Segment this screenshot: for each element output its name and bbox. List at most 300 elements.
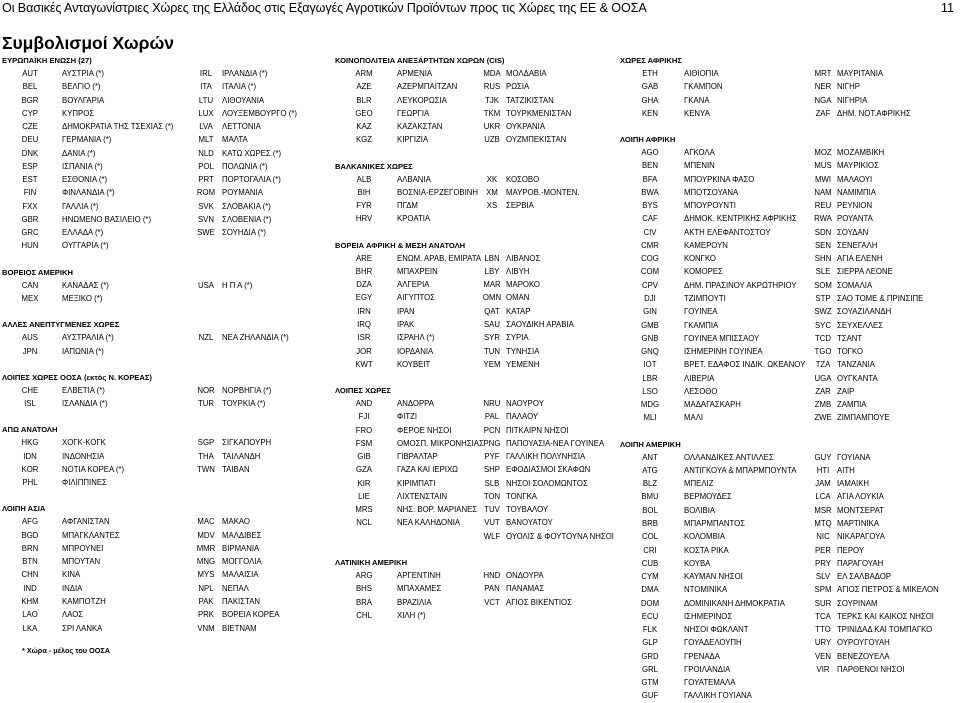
country-code: PYF <box>484 452 500 462</box>
country-entry <box>813 94 867 107</box>
country-code: CUB <box>641 558 659 568</box>
country-code: SGP <box>197 438 215 448</box>
country-code: DZA <box>356 280 372 290</box>
country-code: JOR <box>356 346 372 356</box>
country-entry <box>620 199 736 212</box>
country-code: MAC <box>197 517 215 527</box>
country-name: ΣΙΓΚΑΠΟΥΡΗ <box>222 438 272 448</box>
country-entry <box>194 173 281 186</box>
country-code: SPM <box>814 585 832 595</box>
country-name: ΒΟΡΕΙΑ ΚΟΡΕΑ <box>222 610 280 620</box>
country-name: ΥΕΜΕΝΗ <box>506 359 540 369</box>
country-code: HND <box>483 570 501 580</box>
country-code: IRN <box>357 306 371 316</box>
country-code: GIN <box>643 307 657 317</box>
country-code: VEN <box>814 651 832 661</box>
country-code: EST <box>22 175 38 185</box>
country-code: FRO <box>355 425 373 435</box>
country-code: CHE <box>21 385 39 395</box>
country-name: ΙΤΑΛΙΑ (*) <box>222 82 257 92</box>
country-name: ΜΠΑΧΡΕΙΝ <box>397 266 438 276</box>
country-name: ΒΙΡΜΑΝΙΑ <box>222 543 260 553</box>
country-name: ΦΕΡΟΕ ΝΗΣΟΙ <box>397 425 452 435</box>
country-entry <box>194 450 260 463</box>
country-entry <box>620 411 703 424</box>
country-name: ΤΟΥΡΚΙΑ (*) <box>222 399 266 409</box>
country-row <box>620 279 958 292</box>
country-row <box>335 450 625 463</box>
country-name: ΔΗΜΟΚ. ΚΕΝΤΡΙΚΗΣ ΑΦΡΙΚΗΣ <box>684 214 797 224</box>
country-entry <box>620 451 774 464</box>
section-spacer <box>620 425 958 439</box>
country-name: ΛΕΣΟΘΟ <box>684 386 718 396</box>
country-code: TUN <box>483 346 501 356</box>
country-row <box>335 133 625 146</box>
country-name: ΤΕΡΚΣ ΚΑΙ ΚΑΙΚΟΣ ΝΗΣΟΙ <box>837 611 934 621</box>
country-row <box>620 385 958 398</box>
country-code: GZA <box>355 465 373 475</box>
country-row <box>620 597 958 610</box>
country-row <box>2 147 312 160</box>
country-row <box>2 515 312 528</box>
page-header <box>2 1 958 17</box>
region-section <box>2 503 312 634</box>
country-entry <box>335 609 426 622</box>
section-spacer <box>335 226 625 240</box>
country-code: CMR <box>641 240 659 250</box>
country-code: RWA <box>814 214 832 224</box>
country-code: GEO <box>355 108 373 118</box>
country-row <box>620 107 958 120</box>
country-entry <box>194 186 263 199</box>
country-code: ISR <box>357 333 371 343</box>
country-code: XS <box>486 201 498 211</box>
country-code: AUT <box>22 69 38 78</box>
country-entry <box>335 582 441 595</box>
country-name: ΜΑΡΤΙΝΙΚΑ <box>837 518 880 528</box>
country-name: ΟΥΓΚΑΝΤΑ <box>837 373 878 383</box>
country-entry <box>620 252 716 265</box>
country-code: COM <box>640 267 660 277</box>
region-title: ΚΟΙΝΟΠΟΛΙΤΕΙΑ ΑΝΕΞΑΡΤΗΤΩΝ ΧΩΡΩΝ (CIS) <box>335 56 505 65</box>
region-section <box>335 385 625 543</box>
country-entry <box>620 173 754 186</box>
country-code: YEM <box>483 359 501 369</box>
country-name: ΜΑΥΡΟΒ.-ΜΟΝΤΕΝ. <box>506 187 580 197</box>
country-name: ΙΣΗΜΕΡΙΝΟΣ <box>684 611 733 621</box>
country-entry <box>813 146 884 159</box>
country-code: MNG <box>196 557 216 567</box>
country-code: TCD <box>814 333 832 343</box>
country-entry <box>2 529 120 542</box>
country-name: ΚΟΝΓΚΟ <box>684 254 716 264</box>
country-entry <box>482 80 529 93</box>
country-name: ΓΑΛΛΙΚΗ ΠΟΛΥΝΗΣΙΑ <box>506 452 586 462</box>
country-row <box>2 555 312 568</box>
country-entry <box>194 608 279 621</box>
country-code: TJK <box>485 95 499 105</box>
country-entry <box>620 226 771 239</box>
country-row <box>620 517 958 530</box>
country-name: ΦΙΤΖΙ <box>397 412 418 422</box>
country-entry <box>335 318 414 331</box>
country-entry <box>620 279 797 292</box>
country-name: ΚΥΠΡΟΣ <box>62 108 95 118</box>
country-name: ΔΑΝΙΑ (*) <box>62 148 96 158</box>
country-row <box>2 608 312 621</box>
country-entry <box>194 331 289 344</box>
country-row <box>620 319 958 332</box>
country-code: BEL <box>22 82 38 92</box>
country-code: BIH <box>357 187 371 197</box>
country-code: GRL <box>641 664 659 674</box>
country-code: NAM <box>814 187 832 197</box>
country-name: ΒΟΣΝΙΑ-ΕΡΖΕΓΟΒΙΝΗ <box>397 187 479 197</box>
country-entry <box>2 450 104 463</box>
country-code: HTI <box>816 465 830 475</box>
country-name: ΑΓΙΑ ΛΟΥΚΙΑ <box>837 492 884 502</box>
country-row <box>335 530 625 543</box>
country-row <box>620 557 958 570</box>
country-entry <box>335 291 435 304</box>
country-entry <box>482 463 590 476</box>
country-name: ΧΙΛΗ (*) <box>397 610 426 620</box>
country-name: ΚΙΝΑ <box>62 570 81 580</box>
country-code: COG <box>641 254 659 264</box>
country-code: KGZ <box>355 135 373 145</box>
country-entry <box>620 689 752 702</box>
country-name: ΤΑΝΖΑΝΙΑ <box>837 360 875 370</box>
country-code: GIB <box>357 452 371 462</box>
country-code: HUN <box>21 241 39 251</box>
country-code: SVK <box>198 201 214 211</box>
country-name: ΙΣΡΑΗΛ (*) <box>397 333 435 343</box>
country-code: BOL <box>642 505 658 515</box>
country-entry <box>482 345 539 358</box>
country-name: ΣΟΥΔΑΝ <box>837 227 869 237</box>
country-row <box>620 398 958 411</box>
country-code: COL <box>641 532 659 542</box>
country-name: ΣΑΟΥΔΙΚΗ ΑΡΑΒΙΑ <box>506 319 574 329</box>
country-entry <box>335 397 434 410</box>
country-row <box>2 107 312 120</box>
country-entry <box>194 200 271 213</box>
country-row <box>620 292 958 305</box>
country-code: PRY <box>815 558 831 568</box>
country-name: ΜΟΝΤΣΕΡΑΤ <box>837 505 884 515</box>
country-row <box>335 199 625 212</box>
country-code: BYS <box>642 201 658 211</box>
region-section <box>620 439 958 703</box>
country-name: ΚΟΥΒΑ <box>684 558 711 568</box>
country-name: ΝΗΣΟΙ ΣΟΛΟΜΩΝΤΟΣ <box>506 478 588 488</box>
country-entry <box>482 107 571 120</box>
country-code: TTO <box>815 625 831 635</box>
country-name: ΚΙΡΓΙΖΙΑ <box>397 135 429 145</box>
country-name: ΜΠΟΥΡΟΥΝΤΙ <box>684 201 736 211</box>
country-row <box>335 582 625 595</box>
region-title: ΛΟΙΠΕΣ ΧΩΡΕΣ <box>335 386 391 396</box>
country-entry <box>2 120 173 133</box>
country-row <box>620 544 958 557</box>
country-row <box>620 530 958 543</box>
country-code: CPV <box>641 280 659 290</box>
country-name: ΛΕΥΚΟΡΩΣΙΑ <box>397 95 447 105</box>
country-code: LBN <box>484 253 500 263</box>
country-row <box>335 397 625 410</box>
country-name: ΛΕΤΤΟΝΙΑ <box>222 122 261 132</box>
country-name: ΙΣΛΑΝΔΙΑ (*) <box>62 399 108 409</box>
country-entry <box>335 490 447 503</box>
country-row <box>2 384 312 397</box>
document-title: Οι Βασικές Ανταγωνίστριες Χώρες της Ελλάδος στις Εξαγωγές Αγροτικών Προϊόντων προς τις Χώρες της ΕΕ & ΟΟΣΑ <box>2 1 647 15</box>
country-code: BLR <box>356 95 372 105</box>
country-entry <box>335 569 441 582</box>
country-name: ΜΑΡΟΚΟ <box>506 280 540 290</box>
country-entry <box>620 80 723 93</box>
country-entry <box>813 345 863 358</box>
country-entry <box>813 186 876 199</box>
country-code: MOZ <box>814 148 832 158</box>
country-entry <box>813 623 932 636</box>
country-entry <box>813 464 855 477</box>
region-section <box>335 161 625 226</box>
country-entry <box>620 398 741 411</box>
country-entry <box>194 595 260 608</box>
country-code: GTM <box>641 678 659 688</box>
country-code: XM <box>486 187 498 197</box>
country-code: GMB <box>641 320 659 330</box>
country-name: ΤΟΥΡΚΜΕΝΙΣΤΑΝ <box>506 108 572 118</box>
country-code: SWE <box>197 228 215 238</box>
region-title: ΕΥΡΩΠΑΪΚΗ ΕΝΩΣΗ (27) <box>2 56 92 65</box>
country-name: ΑΥΣΤΡΙΑ (*) <box>62 69 104 78</box>
country-entry <box>482 596 572 609</box>
country-code: SDN <box>814 227 832 237</box>
country-name: ΚΑΝΑΔΑΣ (*) <box>62 280 109 290</box>
country-row <box>2 622 312 635</box>
country-name: ΜΑΛΤΑ <box>222 135 248 145</box>
country-name: ΚΡΟΑΤΙΑ <box>397 214 431 224</box>
country-name: ΣΙΕΡΡΑ ΛΕΟΝΕ <box>837 267 893 277</box>
country-row <box>2 239 312 252</box>
country-code: ARG <box>355 570 373 580</box>
region-section <box>620 134 958 425</box>
country-entry <box>482 569 544 582</box>
country-name: ΑΓΚΟΛΑ <box>684 148 715 158</box>
country-name: ΑΓΙΑ ΕΛΕΝΗ <box>837 254 883 264</box>
country-entry <box>335 596 432 609</box>
country-name: ΙΣΠΑΝΙΑ (*) <box>62 161 103 171</box>
country-entry <box>335 345 433 358</box>
country-name: ΣΥΡΙΑ <box>506 333 529 343</box>
country-name: ΝΟΤΙΑ ΚΟΡΕΑ (*) <box>62 464 125 474</box>
country-row <box>2 120 312 133</box>
footnote: * Χώρα - μέλος του ΟΟΣΑ <box>22 646 111 655</box>
country-row <box>335 278 625 291</box>
country-row <box>620 358 958 371</box>
country-row <box>2 173 312 186</box>
country-name: ΓΕΡΜΑΝΙΑ (*) <box>62 135 112 145</box>
country-name: Η Π Α (*) <box>222 280 253 290</box>
country-entry <box>482 503 548 516</box>
country-code: QAT <box>484 306 500 316</box>
country-entry <box>482 437 604 450</box>
country-name: ΑΓΙΟΣ ΒΙΚΕΝΤΙΟΣ <box>506 597 572 607</box>
country-code: TKM <box>483 108 501 118</box>
country-code: GUF <box>641 691 659 701</box>
section-spacer <box>2 305 312 319</box>
country-name: ΣΕΡΒΙΑ <box>506 201 534 211</box>
country-entry <box>194 213 271 226</box>
country-entry <box>813 173 872 186</box>
country-entry <box>2 107 94 120</box>
country-code: GUY <box>814 452 832 462</box>
region-title: ΛΟΙΠΗ ΑΜΕΡΙΚΗ <box>620 439 681 449</box>
country-entry <box>620 305 718 318</box>
country-name: ΒΟΛΙΒΙΑ <box>684 505 716 515</box>
country-name: ΜΑΥΡΙΚΙΟΣ <box>837 161 879 171</box>
country-name: ΓΚΑΜΠΙΑ <box>684 320 719 330</box>
country-code: MTQ <box>814 518 832 528</box>
country-code: KAZ <box>356 122 372 132</box>
country-row <box>620 345 958 358</box>
country-code: MUS <box>814 161 832 171</box>
country-row <box>335 609 625 622</box>
region-section <box>335 240 625 371</box>
country-code: KWT <box>355 359 373 369</box>
country-name: ΒΕΛΓΙΟ (*) <box>62 82 101 92</box>
country-code: IDN <box>23 451 37 461</box>
country-code: MDV <box>197 530 215 540</box>
country-code: GNB <box>641 333 659 343</box>
country-entry <box>482 424 568 437</box>
country-code: URY <box>814 638 832 648</box>
country-code: BGR <box>21 95 39 105</box>
country-code: PRK <box>197 610 215 620</box>
country-code: SUR <box>814 598 832 608</box>
country-entry <box>813 663 905 676</box>
country-code: GLP <box>642 638 658 648</box>
country-entry <box>620 636 742 649</box>
country-code: BTN <box>22 557 38 567</box>
country-name: ΝΟΡΒΗΓΙΑ (*) <box>222 385 272 395</box>
country-name: ΣΟΜΑΛΙΑ <box>837 280 873 290</box>
country-code: DNK <box>21 148 39 158</box>
country-row <box>2 529 312 542</box>
country-entry <box>194 147 281 160</box>
country-name: ΚΑΤΑΡ <box>506 306 531 316</box>
country-code: LCA <box>815 492 831 502</box>
country-name: ΑΚΤΗ ΕΛΕΦΑΝΤΟΣΤΟΥ <box>684 227 771 237</box>
country-code: SOM <box>814 280 832 290</box>
country-name: ΙΑΜΑΙΚΗ <box>837 479 870 489</box>
country-entry <box>482 252 540 265</box>
country-name: ΑΙΤΗ <box>837 465 855 475</box>
country-name: ΑΝΤΙΓΚΟΥΑ & ΜΠΑΡΜΠΟΥΝΤΑ <box>684 465 797 475</box>
country-name: ΖΑΜΠΙΑ <box>837 400 867 410</box>
country-code: AGO <box>641 148 659 158</box>
country-code: FXX <box>22 201 38 211</box>
country-row <box>2 94 312 107</box>
country-code: UZB <box>484 135 500 145</box>
country-row <box>2 450 312 463</box>
region-section <box>2 55 312 253</box>
country-row <box>620 623 958 636</box>
country-entry <box>194 529 262 542</box>
country-name: ΠΑΛΑΟΥ <box>506 412 539 422</box>
country-code: CAN <box>21 280 39 290</box>
country-row <box>335 120 625 133</box>
country-code: MDA <box>483 69 501 78</box>
country-row <box>2 463 312 476</box>
country-entry <box>482 318 574 331</box>
country-entry <box>813 490 884 503</box>
section-spacer <box>335 371 625 385</box>
country-entry <box>2 147 95 160</box>
country-row <box>335 463 625 476</box>
country-code: SYC <box>814 320 832 330</box>
country-entry <box>2 133 111 146</box>
country-name: ΣΟΥΑΖΙΛΑΝΔΗ <box>837 307 892 317</box>
country-name: ΚΑΜΕΡΟΥΝ <box>684 240 728 250</box>
region-title: ΑΛΛΕΣ ΑΝΕΠΤΥΓΜΕΝΕΣ ΧΩΡΕΣ <box>2 320 120 330</box>
country-row <box>620 663 958 676</box>
country-name: ΙΝΔΟΝΗΣΙΑ <box>62 451 105 461</box>
country-row <box>620 372 958 385</box>
section-spacer <box>335 147 625 161</box>
country-entry <box>620 212 797 225</box>
country-entry <box>620 186 738 199</box>
country-name: ΜΠΟΥΡΚΙΝΑ ΦΑΣΟ <box>684 174 755 184</box>
country-name: ΠΟΡΤΟΓΑΛΙΑ (*) <box>222 175 281 185</box>
country-name: ΠΑΡΑΓΟΥΑΗ <box>837 558 884 568</box>
country-code: BHR <box>355 266 373 276</box>
country-entry <box>335 133 428 146</box>
country-code: MSR <box>814 505 832 515</box>
country-entry <box>2 463 124 476</box>
country-entry <box>335 107 429 120</box>
country-entry <box>620 332 759 345</box>
country-code: PAK <box>198 596 214 606</box>
country-row <box>620 477 958 490</box>
column-2 <box>335 55 625 622</box>
country-entry <box>2 436 106 449</box>
country-name: ΣΟΥΗΔΙΑ (*) <box>222 228 267 238</box>
country-entry <box>620 676 735 689</box>
country-name: ΜΕΞΙΚΟ (*) <box>62 293 103 303</box>
country-code: LVA <box>199 122 213 132</box>
country-name: ΣΟΥΡΙΝΑΜ <box>837 598 878 608</box>
country-row <box>2 133 312 146</box>
country-name: ΑΡΓΕΝΤΙΝΗ <box>397 570 441 580</box>
country-name: ΕΛΒΕΤΙΑ (*) <box>62 385 105 395</box>
country-code: XK <box>486 174 498 184</box>
country-code: IND <box>23 583 37 593</box>
country-entry <box>620 583 727 596</box>
country-entry <box>335 410 417 423</box>
country-row <box>620 265 958 278</box>
country-row <box>620 305 958 318</box>
country-code: KEN <box>641 108 659 118</box>
country-name: ΜΑΥΡΙΤΑΝΙΑ <box>837 69 884 78</box>
country-code: ARM <box>355 69 373 78</box>
country-code: FJI <box>358 412 370 422</box>
country-row <box>335 94 625 107</box>
country-entry <box>2 608 83 621</box>
country-code: BRB <box>641 518 659 528</box>
country-entry <box>335 67 432 80</box>
